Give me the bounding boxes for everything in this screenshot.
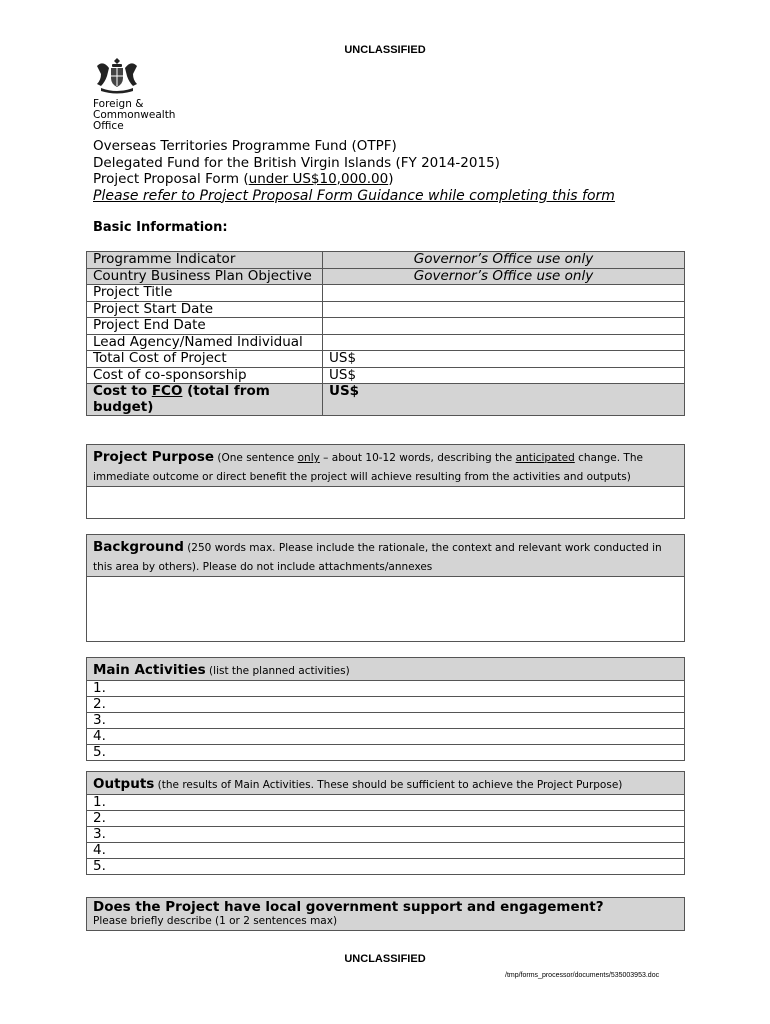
logo-line: Office xyxy=(93,120,124,132)
activity-item[interactable]: 2. xyxy=(87,696,684,712)
output-item[interactable]: 5. xyxy=(87,858,684,874)
document-path: /tmp/forms_processor/documents/535003953.doc xyxy=(505,972,660,979)
table-row xyxy=(87,285,685,302)
row-label: Country Business Plan Objective xyxy=(87,268,323,285)
row-label: Project Title xyxy=(87,285,323,302)
section-description: Please briefly describe (1 or 2 sentences max) xyxy=(93,915,338,927)
basic-info-table xyxy=(86,251,685,416)
background-section xyxy=(86,534,685,642)
heading-line: Project Proposal Form (under US$10,000.00) xyxy=(93,171,394,187)
section-title: Background xyxy=(93,539,184,555)
logo-line: Foreign & xyxy=(93,98,144,110)
table-row xyxy=(87,252,685,269)
fco-cost-field[interactable]: US$ xyxy=(323,384,685,416)
activity-item[interactable]: 1. xyxy=(93,680,106,696)
section-description: (250 words max. Please include the rationale, the context and relevant work conducted in this area by others). Please do not include attachments/annexes xyxy=(93,542,662,573)
row-label: Programme Indicator xyxy=(87,252,323,269)
start-date-field[interactable] xyxy=(323,301,685,318)
lead-agency-field[interactable] xyxy=(323,334,685,351)
section-description: (list the planned activities) xyxy=(205,665,350,677)
main-activities-section xyxy=(86,657,685,761)
classification-header: UNCLASSIFIED xyxy=(344,44,426,56)
output-item[interactable]: 2. xyxy=(87,810,684,826)
table-row xyxy=(87,268,685,285)
project-purpose-section xyxy=(86,444,685,519)
activity-item[interactable]: 4. xyxy=(87,728,684,744)
activity-item[interactable]: 5. xyxy=(87,744,684,760)
form-heading xyxy=(93,138,615,204)
row-label: Project End Date xyxy=(87,318,323,335)
output-item[interactable]: 3. xyxy=(87,826,684,842)
section-title: Does the Project have local government support and engagement? xyxy=(93,899,604,915)
activity-item[interactable]: 3. xyxy=(87,712,684,728)
row-value: Governor’s Office use only xyxy=(323,268,685,285)
total-cost-field[interactable]: US$ xyxy=(323,351,685,368)
section-title: Outputs xyxy=(93,776,155,792)
project-title-field[interactable] xyxy=(323,285,685,302)
row-label: Cost to FCO (total from budget) xyxy=(87,384,323,416)
section-title: Main Activities xyxy=(93,662,206,678)
fco-logo xyxy=(93,56,193,132)
royal-coat-of-arms-icon xyxy=(93,56,141,94)
heading-line: Overseas Territories Programme Fund (OTPF) xyxy=(93,138,397,154)
classification-footer: UNCLASSIFIED xyxy=(344,953,426,965)
table-row xyxy=(87,384,685,416)
logo-line: Commonwealth xyxy=(93,109,176,121)
amount-limit: under US$10,000.00 xyxy=(248,171,389,187)
section-title: Project Purpose xyxy=(93,449,215,465)
section-description: (One sentence only – about 10-12 words, describing the anticipated change. The immediate outcome or direct benefit the project will achieve resulting from the activities and outputs) xyxy=(93,452,643,483)
heading-line: Delegated Fund for the British Virgin Islands (FY 2014-2015) xyxy=(93,154,500,171)
basic-info-title: Basic Information: xyxy=(93,220,228,235)
row-label: Project Start Date xyxy=(87,301,323,318)
table-row xyxy=(87,367,685,384)
guidance-link[interactable]: Please refer to Project Proposal Form Guidance while completing this form xyxy=(93,187,615,204)
row-label: Cost of co-sponsorship xyxy=(87,367,323,384)
row-label: Total Cost of Project xyxy=(87,351,323,368)
section-description: (the results of Main Activities. These should be sufficient to achieve the Project Purpose) xyxy=(154,779,623,791)
table-row xyxy=(87,318,685,335)
row-label: Lead Agency/Named Individual xyxy=(87,334,323,351)
table-row xyxy=(87,351,685,368)
co-sponsorship-field[interactable]: US$ xyxy=(323,367,685,384)
output-item[interactable]: 4. xyxy=(87,842,684,858)
local-support-section xyxy=(86,897,685,931)
outputs-section xyxy=(86,771,685,875)
table-row xyxy=(87,334,685,351)
table-row xyxy=(87,301,685,318)
output-item[interactable]: 1. xyxy=(93,794,106,810)
end-date-field[interactable] xyxy=(323,318,685,335)
row-value: Governor’s Office use only xyxy=(323,252,685,269)
